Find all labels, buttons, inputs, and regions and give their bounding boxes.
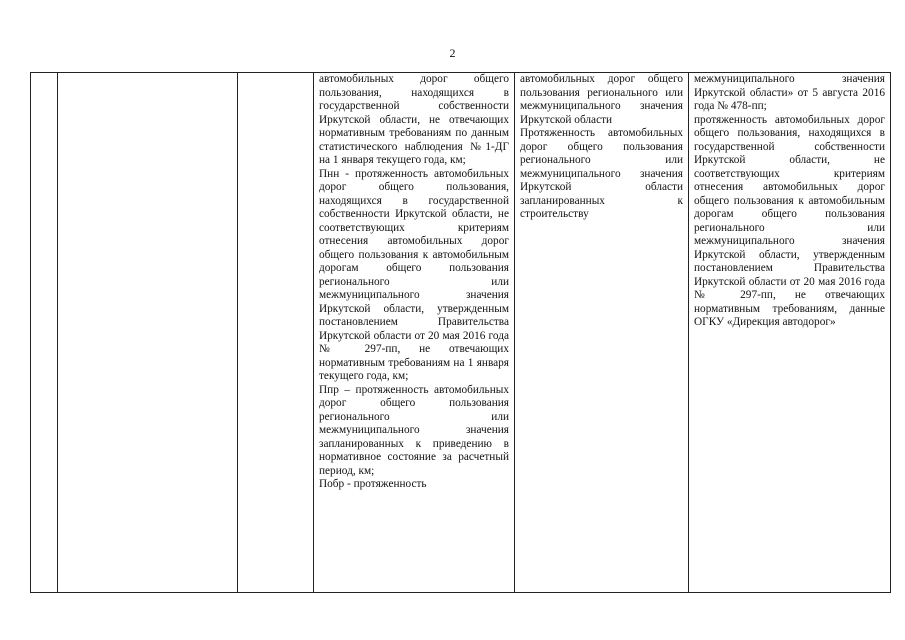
table-cell-indicator — [58, 73, 238, 593]
table-cell-source — [689, 73, 891, 593]
table-row — [31, 73, 891, 593]
table-cell-description — [515, 73, 689, 593]
table-cell-number — [31, 73, 58, 593]
formula-paragraph: Побр - протяженность — [319, 478, 427, 490]
description-paragraph: автомобильных дорог общего пользования регионального или межмуниципального значения Иркутской области — [520, 73, 683, 126]
table-cell-formula — [314, 73, 515, 593]
source-paragraph: протяженность автомобильных дорог общего пользования, находящихся в государственной собственности Иркутской области, не соответствующих критериям отнесения автомобильных дорог общего пользования к автомобильным дорогам общего пользования регионального или межмуниципального значения Иркутской области, утвержденным постановлением Правительства Иркутской области от 20 мая 2016 года № 297-пп, не отвечающих нормативным требованиям, данные ОГКУ «Дирекция автодорог» — [694, 113, 885, 328]
formula-paragraph: автомобильных дорог общего пользования, находящихся в государственной собственности Иркутской области, не отвечающих нормативным требованиям по данным статистического наблюдения №1-ДГ на 1 января текущего года, км; — [319, 73, 509, 166]
continuation-table — [30, 72, 891, 593]
source-paragraph: межмуниципального значения Иркутской области» от 5 августа 2016 года № 478-пп; — [694, 73, 885, 112]
description-paragraph: Протяженность автомобильных дорог общего пользования регионального или межмуниципального значения Иркутской области запланированных к строительству — [520, 127, 683, 220]
formula-paragraph: Пнн - протяженность автомобильных дорог общего пользования, находящихся в государственной собственности Иркутской области, не соответствующих критериям отнесения автомобильных дорог общего пользования к автомобильным дорогам общего пользования регионального или межмуниципального значения Иркутской области, утвержденным постановлением Правительства Иркутской области от 20 мая 2016 года № 297-пп, не отвечающих нормативным требованиям на 1 января текущего года, км; — [319, 167, 509, 382]
formula-paragraph: Ппр – протяженность автомобильных дорог общего пользования регионального или межмуниципального значения запланированных к приведению в нормативное состояние за расчетный период, км; — [319, 383, 509, 477]
table-cell-unit — [238, 73, 314, 593]
page-number: 2 — [449, 46, 456, 60]
